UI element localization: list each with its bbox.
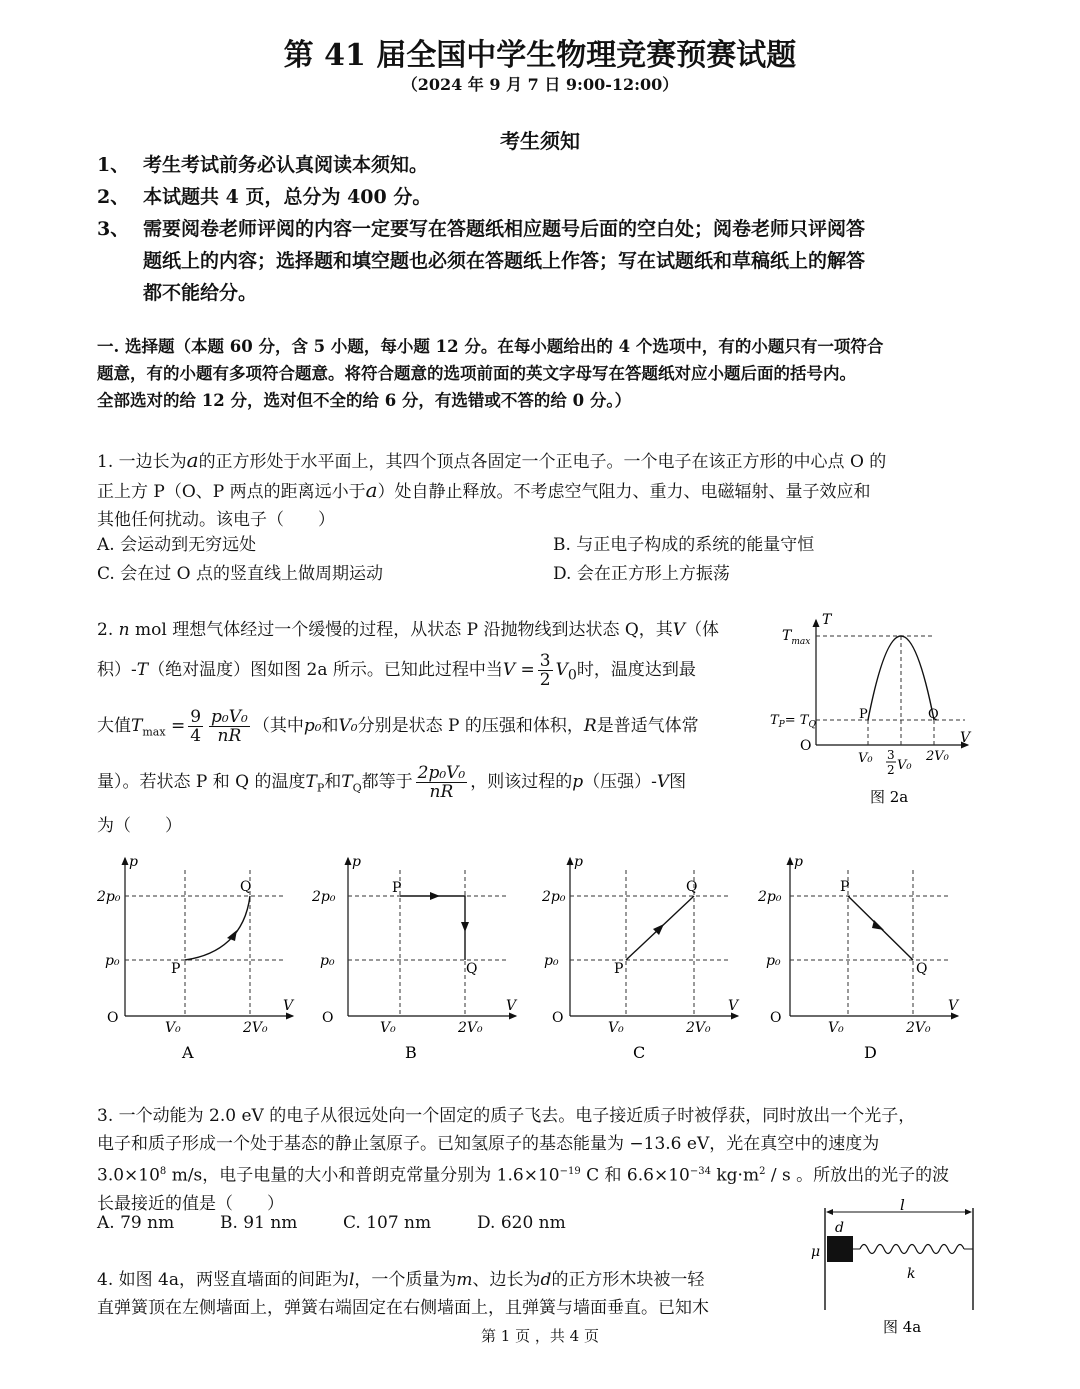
q-text: mol 理想气体经过一个缓慢的过程，从状态 P 沿抛物线到达状态 Q，其 [129,620,673,640]
fraction-p0v0-nr [209,708,250,745]
superscript: −34 [689,1166,711,1177]
2p0-label: 2p₀ [542,889,566,905]
origin-label: O [107,1010,119,1026]
question-2-line-1 [97,616,757,644]
v0-tick-label: V₀ [858,751,873,766]
point-q-label: Q [928,707,939,722]
q-text: 正上方 P（O、P 两点的距离远小于 [97,482,366,502]
notice-heading: 考生须知 [500,129,580,153]
notice-text-line: 需要阅卷老师评阅的内容一定要写在答题纸相应题号后面的空白处；阅卷老师只评阅答 [143,218,866,240]
2v0-label: 2V₀ [243,1020,268,1036]
v-axis-label: V [283,998,294,1014]
2v0-tick-label: 2V₀ [926,749,949,764]
q-text: （其中 [252,716,304,736]
frac-num: 2p₀V₀ [417,763,466,783]
exam-date: （2024 年 9 月 7 日 9:00-12:00） [401,75,679,94]
point-q-label: Q [466,961,478,977]
q-text: 3. 一个动能为 2.0 eV 的电子从很远处向一个固定的质子飞去。电子接近质子时被俘获，同时放出一个光子， [97,1106,916,1126]
eq-text: = [170,716,186,736]
q1-option-b: B. 与正电子构成的系统的能量守恒 [553,535,815,555]
point-q-label: Q [916,961,928,977]
frac-den: nR [217,726,242,746]
p0-label: p₀ [105,953,120,969]
section-line: 题意，有的小题有多项符合题意。将符合题意的选项前面的英文字母写在答题纸对应小题后面的括号内。 [97,364,856,383]
q-text: m/s，电子电量的大小和普朗克常量分别为 1.6×10 [166,1165,560,1186]
process-path [400,896,465,960]
question-2-line-2 [97,650,757,695]
q-text: 4. 如图 4a，两竖直墙面的间距为 [97,1270,349,1290]
q-text: ）处自静止释放。不考虑空气阻力、重力、电磁辐射、量子效应和 [377,482,871,502]
graph-b [312,850,538,1065]
superscript: 8 [159,1166,167,1177]
notice-item-num: 2、 [97,186,130,208]
point-p-label: P [392,880,402,896]
var-p: p [572,772,584,792]
origin-label: O [770,1010,782,1026]
fraction-3-2 [538,652,553,689]
frac-num: p₀V₀ [211,707,248,727]
notice-item-3 [97,213,987,313]
var-tp: T [305,772,317,792]
p0-label: p₀ [766,953,781,969]
subscript: Q [352,781,362,795]
section-instructions [97,333,987,414]
question-2-line-4 [97,760,757,810]
q-text: 积）- [97,660,137,680]
friction-label: μ [811,1244,821,1260]
mid-tick-v0: V₀ [897,758,912,773]
q-text: 和 [321,716,339,736]
var-t: T [131,716,143,736]
graph-option-label: C [633,1043,646,1062]
frac-num: 3 [539,651,551,671]
length-label: l [900,1196,905,1214]
point-q-label: Q [686,879,698,895]
figure-caption: 图 4a [883,1318,922,1336]
frac-den: 4 [190,726,202,746]
point-q-label: Q [240,879,252,895]
var-v0: V [555,660,568,680]
var-l: l [348,1270,355,1290]
q-text: 长最接近的值是（ ） [97,1193,284,1214]
var-m: m [456,1270,473,1290]
2p0-label: 2p₀ [97,889,121,905]
q-text: 的正方形木块被一轻 [551,1270,705,1290]
notice-item-text: 本试题共 4 页，总分为 400 分。 [143,186,432,208]
q-text [97,1158,987,1190]
subscript: P [316,781,325,795]
wooden-block [827,1236,853,1262]
q-text: 电子和质子形成一个处于基态的静止氢原子。已知氢原子的基态能量为 −13.6 eV，光在真空中的速度为 [97,1134,880,1154]
origin-label: O [552,1010,564,1026]
point-p-label: P [840,879,850,895]
point-p-label: P [859,707,868,722]
p-axis-label: p [574,854,583,870]
graph-option-label: D [864,1043,877,1062]
frac-num: 9 [190,707,202,727]
v0-label: V₀ [828,1020,844,1036]
q-text: 分别是状态 P 的压强和体积， [357,716,584,736]
figure-caption: 图 2a [870,788,909,806]
q3-option-d: D. 620 nm [477,1213,566,1233]
q-text: 都等于 [361,772,413,792]
section-line: 全部选对的给 12 分，选对但不全的给 6 分，有选错或不答的给 0 分。） [97,391,632,410]
origin-label: O [800,738,812,754]
question-2-line-5: 为（ ） [97,816,182,836]
v0-label: V₀ [380,1020,396,1036]
q-text: kg·m [710,1165,760,1186]
p-axis-label: p [129,854,138,870]
fraction-9-4 [188,708,203,745]
mid-tick-num: 3 [887,748,895,762]
var-t: T [136,660,149,680]
q-text: 直弹簧顶在左侧墙面上，弹簧右端固定在右侧墙面上，且弹簧与墙面垂直。已知木 [97,1298,709,1318]
process-curve [185,896,250,960]
q-text: ，则该过程的 [470,772,573,792]
q-text: （压强）- [583,772,657,792]
superscript: 2 [759,1166,766,1177]
var-d: d [540,1270,552,1290]
q3-option-b: B. 91 nm [220,1213,298,1233]
notice-item-text [143,213,983,309]
v-axis-label: V [960,730,971,746]
notice-item-num: 1、 [97,154,130,176]
q-text: （体 [685,620,720,640]
2v0-label: 2V₀ [686,1020,711,1036]
subscript: max [142,725,166,739]
direction-arrow-right [430,892,440,900]
var-v0: V₀ [338,716,358,736]
2p0-label: 2p₀ [312,889,336,905]
2v0-label: 2V₀ [458,1020,483,1036]
q-text: 1. 一边长为 [97,452,187,472]
q-text: 是普适气体常 [596,716,699,736]
mid-tick-den: 2 [887,763,895,777]
origin-label: O [322,1010,334,1026]
graph-a [95,850,315,1065]
subscript: 0 [567,667,577,684]
notice-item-num: 3、 [97,218,130,240]
var-p0: p₀ [303,716,322,736]
q1-option-d: D. 会在正方形上方振荡 [553,564,730,584]
notice-text-line: 题纸上的内容；选择题和填空题也必须在答题纸上作答；写在试题纸和草稿纸上的解答 [143,250,866,272]
q-text: C 和 6.6×10 [580,1165,690,1186]
eq-text: V = [502,660,535,680]
spring-constant-label: k [907,1266,916,1282]
p0-label: p₀ [320,953,335,969]
q-text: 图 [669,772,687,792]
v0-label: V₀ [608,1020,624,1036]
notice-item-text: 考生考试前务必认真阅读本须知。 [143,154,429,176]
q-text: 2. [97,620,114,640]
notice-text-line: 都不能给分。 [143,282,258,304]
2v0-label: 2V₀ [906,1020,931,1036]
q-text: 时，温度达到最 [576,660,696,680]
figure-2a [770,612,980,812]
frac-den: 2 [539,670,551,690]
q-text: 和 [324,772,342,792]
q-text: 量）。若状态 P 和 Q 的温度 [97,772,306,792]
spring [860,1245,964,1254]
frac-den: nR [429,782,454,802]
graph-c [540,850,760,1065]
p0-label: p₀ [544,953,559,969]
question-1 [97,446,987,534]
v-axis-label: V [506,998,517,1014]
p-axis-label: p [352,854,361,870]
figure-4a [805,1196,985,1340]
q-text: / s 。所放出的光子的波 [765,1165,950,1186]
q1-option-c: C. 会在过 O 点的竖直线上做周期运动 [97,564,383,584]
q-text: 其他任何扰动。该电子（ ） [97,510,335,530]
q-text: 、边长为 [472,1270,541,1290]
q3-option-c: C. 107 nm [343,1213,432,1233]
graph-option-label: B [405,1043,417,1062]
graph-option-label: A [182,1043,194,1062]
q1-option-a: A. 会运动到无穷远处 [97,535,257,555]
tmax-label: $T_{max}$ [782,628,811,647]
point-p-label: P [171,961,181,977]
superscript: −19 [559,1166,581,1177]
var-tq: T [341,772,353,792]
question-4 [97,1266,797,1322]
q-text: 的正方形处于水平面上，其四个顶点各固定一个正电子。一个电子在该正方形的中心点 O 的 [198,452,887,472]
direction-arrow [227,930,237,941]
q3-option-a: A. 79 nm [97,1213,175,1233]
fraction-2p0v0-nr [416,764,468,801]
q-text: 大值 [97,716,131,736]
v-axis-label: V [728,998,739,1014]
q-text: ，一个质量为 [354,1270,457,1290]
question-2-line-3 [97,704,757,754]
var-n: n [118,620,130,640]
var-a: a [365,478,378,502]
var-r: R [583,716,597,736]
2p0-label: 2p₀ [758,889,782,905]
page-footer: 第 1 页 ，共 4 页 [481,1327,599,1345]
q-text: （绝对温度）图如图 2a 所示。已知此过程中当 [148,660,503,680]
v-axis-label: V [948,998,959,1014]
point-p-label: P [614,961,624,977]
var-a: a [186,448,199,472]
var-v: V [656,772,670,792]
tpq-label: $T_P= T_Q$ [770,713,816,730]
notice-item-1 [97,149,428,181]
q-text: 3.0×10 [97,1165,160,1186]
section-line: 一. 选择题（本题 60 分，含 5 小题，每小题 12 分。在每小题给出的 4 个选项中，有的小题只有一项符合 [97,337,884,356]
direction-arrow [872,920,884,930]
page-title: 第 41 届全国中学生物理竞赛预赛试题 [283,38,797,73]
side-label: d [835,1220,844,1236]
notice-item-2 [97,181,431,213]
var-v: V [672,620,686,640]
direction-arrow-down [461,922,469,932]
v0-label: V₀ [165,1020,181,1036]
p-axis-label: p [794,854,803,870]
graph-d [758,850,982,1065]
t-axis-label: T [822,612,832,628]
